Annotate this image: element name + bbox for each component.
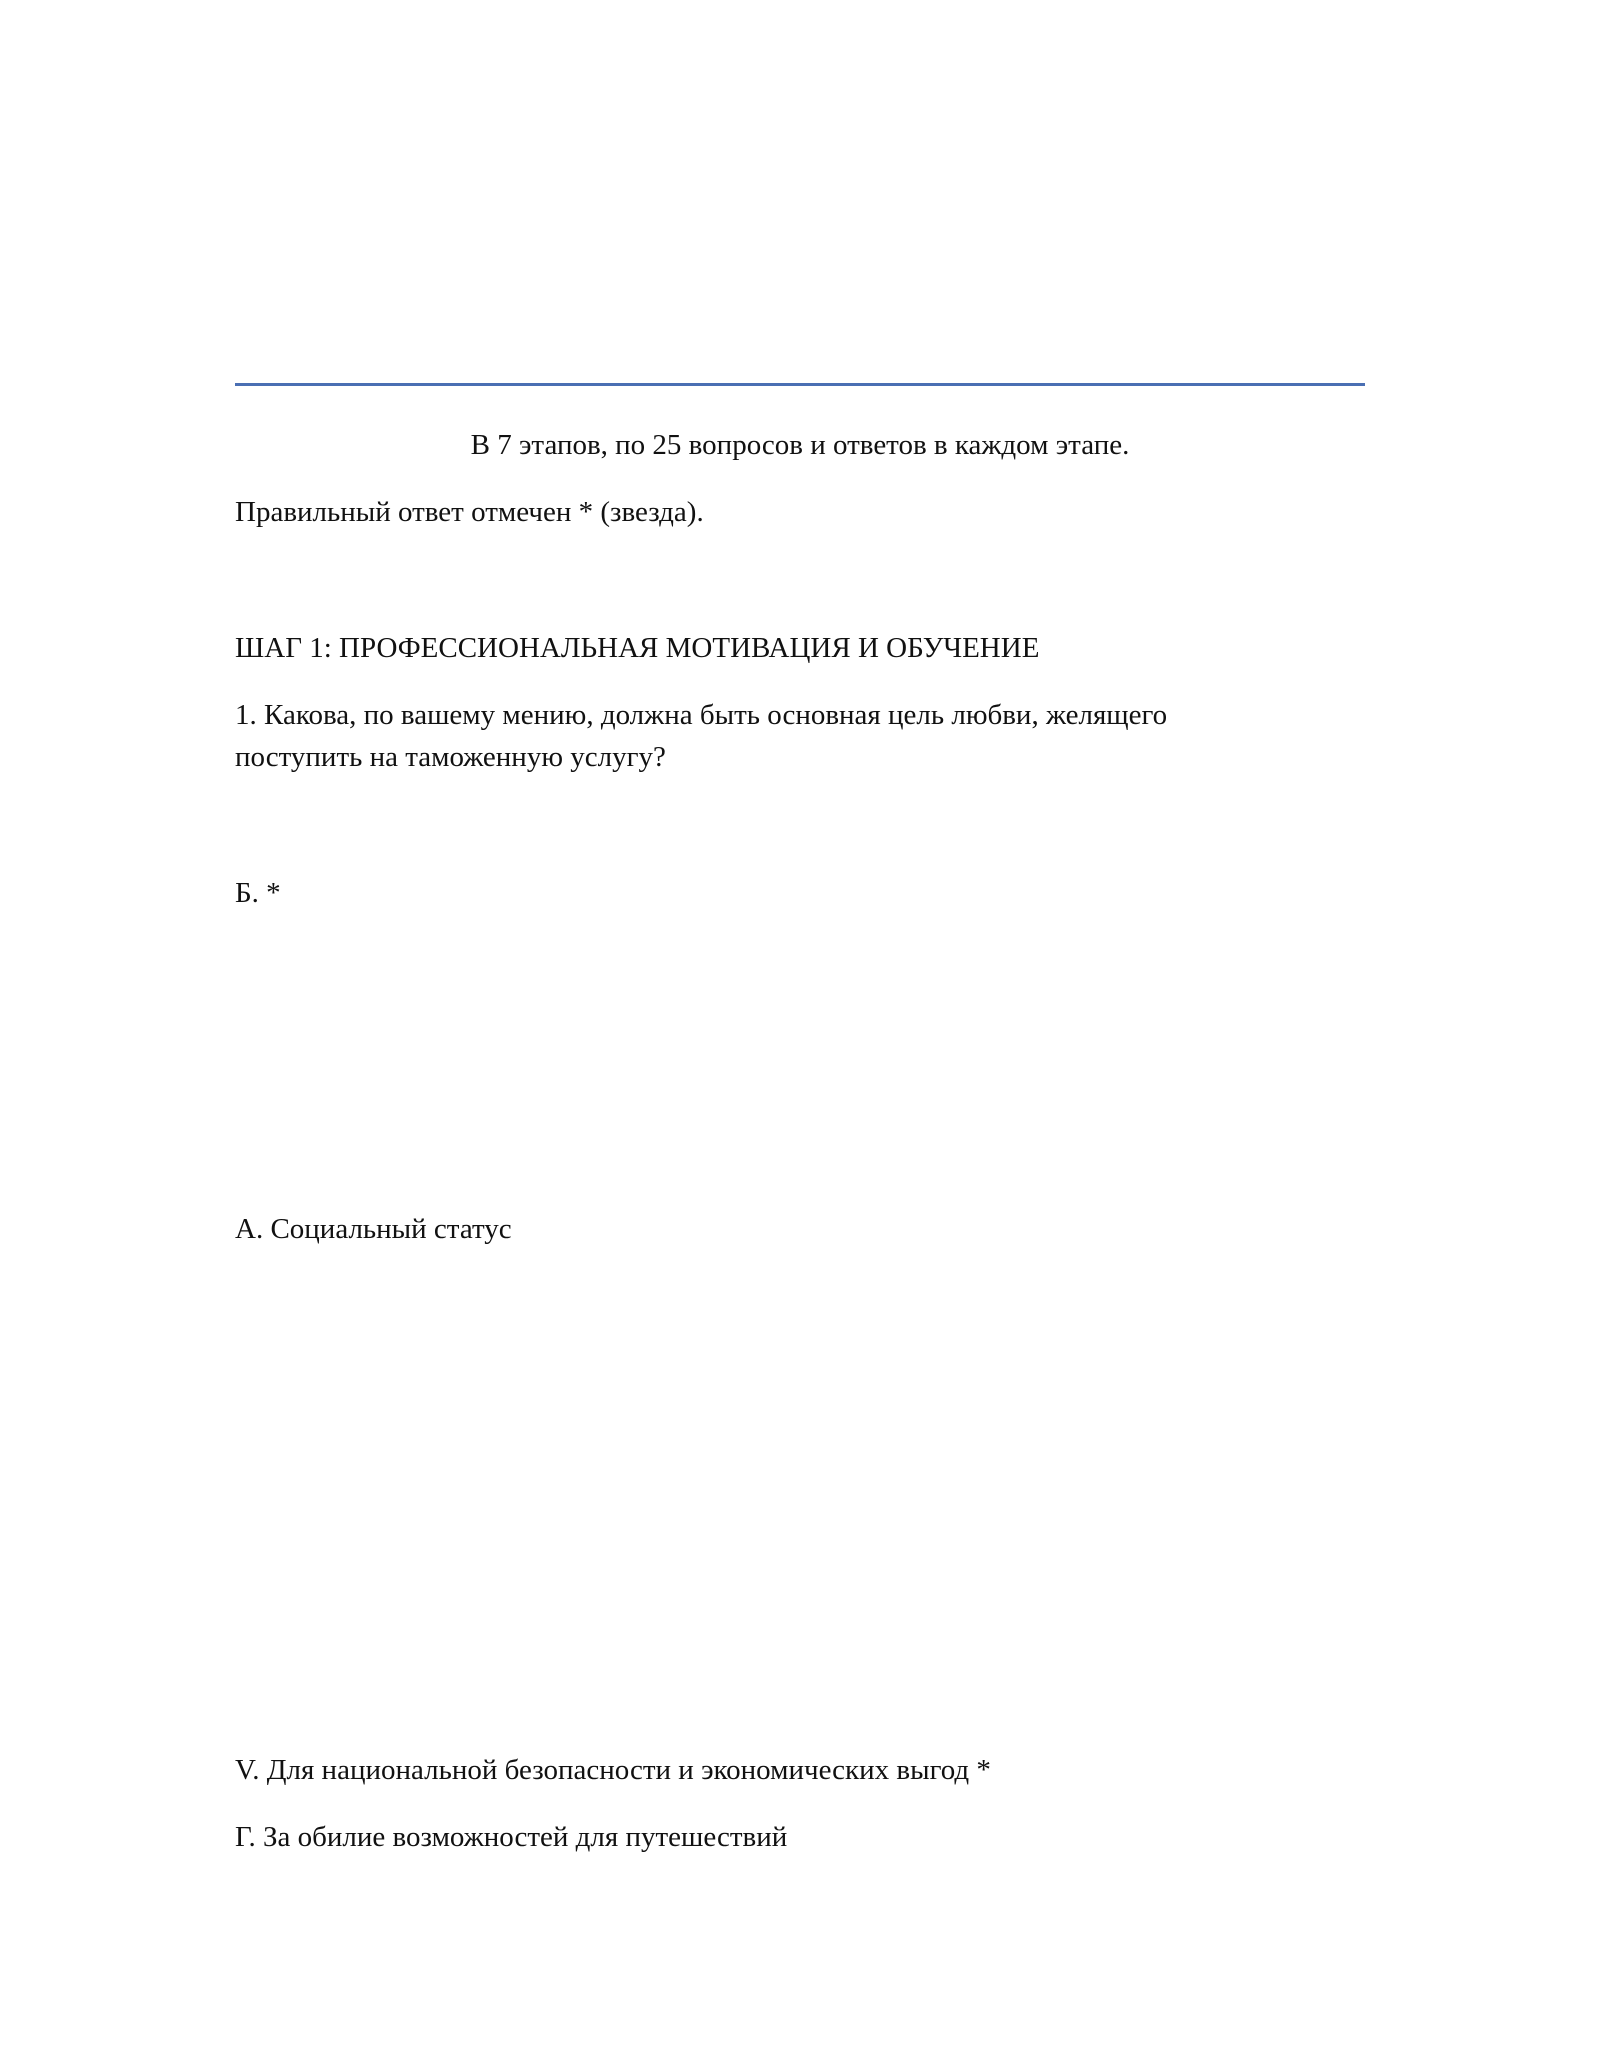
answer-option-v: V. Для национальной безопасности и экономических выгод * xyxy=(235,1754,991,1786)
answer-option-b: Б. * xyxy=(235,877,281,909)
answer-marking-note: Правильный ответ отмечен * (звезда). xyxy=(235,496,704,528)
intro-text: В 7 этапов, по 25 вопросов и ответов в каждом этапе. xyxy=(470,429,1130,461)
header-rule xyxy=(235,383,1365,386)
question-text-line-1: 1. Какова, по вашему мению, должна быть основная цель любви, желящего xyxy=(235,699,1168,731)
question-text-line-2: поступить на таможенную услугу? xyxy=(235,741,666,773)
step-heading: ШАГ 1: ПРОФЕССИОНАЛЬНАЯ МОТИВАЦИЯ И ОБУЧЕНИЕ xyxy=(235,632,1040,664)
answer-option-a: А. Социальный статус xyxy=(235,1213,512,1245)
answer-option-g: Г. За обилие возможностей для путешествий xyxy=(235,1821,788,1853)
